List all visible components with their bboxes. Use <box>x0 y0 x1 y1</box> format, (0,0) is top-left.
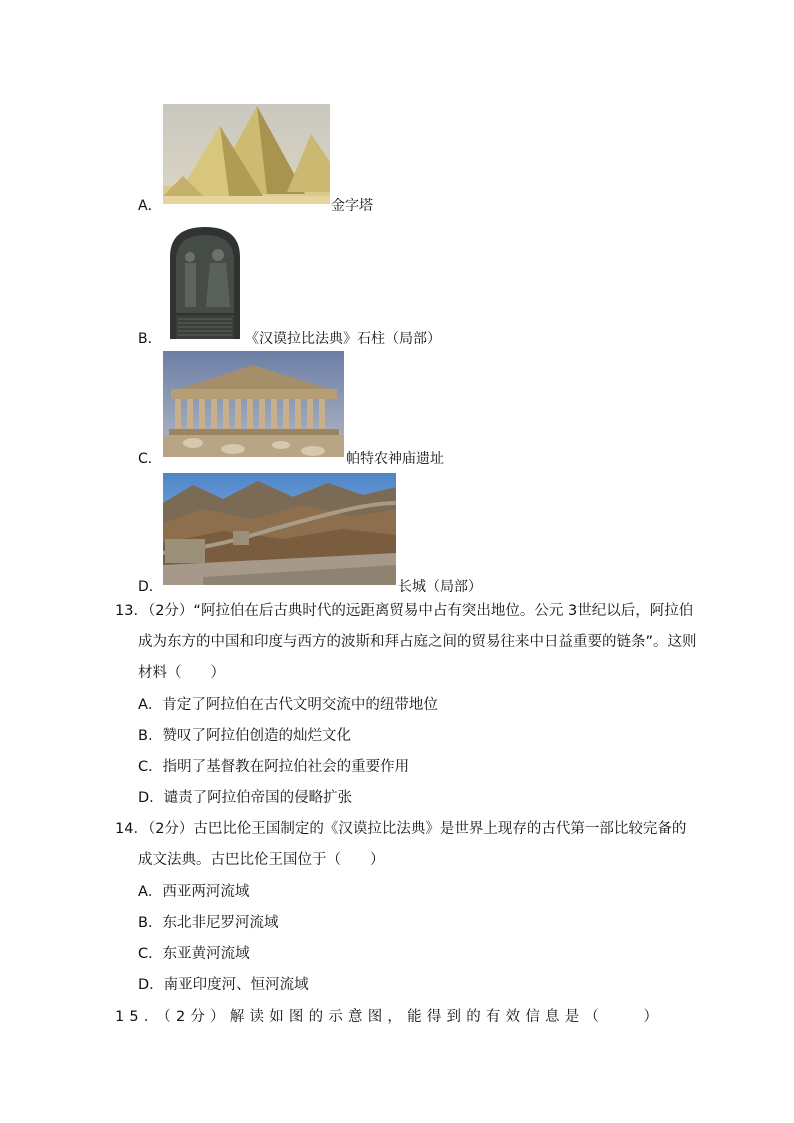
q14-option-b: B．东北非尼罗河流域 <box>138 915 279 931</box>
q14-option-d: D．南亚印度河、恒河流域 <box>138 977 309 993</box>
q14-line-2: 成文法典。古巴比伦王国位于（ ） <box>138 852 385 868</box>
great-wall-photo <box>163 473 396 585</box>
q14-option-c: C．东亚黄河流域 <box>138 946 250 962</box>
q13-option-a: A．肯定了阿拉伯在古代文明交流中的纽带地位 <box>138 697 438 713</box>
q13-option-d: D．谴责了阿拉伯帝国的侵略扩张 <box>138 790 353 806</box>
option-a-letter: A． <box>138 198 162 214</box>
q13-option-b: B．赞叹了阿拉伯创造的灿烂文化 <box>138 728 351 744</box>
q13-line-2: 成为东方的中国和印度与西方的波斯和拜占庭之间的贸易往来中日益重要的链条”。这则 <box>138 634 697 650</box>
hammurabi-stele-photo <box>166 227 244 339</box>
q13-option-c: C．指明了基督教在阿拉伯社会的重要作用 <box>138 759 410 775</box>
option-c-caption: 帕特农神庙遗址 <box>346 451 444 467</box>
q14-line-1: 14．（2分）古巴比伦王国制定的《汉谟拉比法典》是世界上现存的古代第一部比较完备的 <box>115 821 687 837</box>
q15-line-1: 15．（2分）解读如图的示意图，能得到的有效信息是（ ） <box>115 1009 664 1025</box>
option-b-letter: B． <box>138 331 162 347</box>
q13-line-1: 13．（2分）“阿拉伯在后古典时代的远距离贸易中占有突出地位。公元 3世纪以后，阿拉伯 <box>115 603 694 619</box>
option-d-caption: 长城（局部） <box>398 579 482 595</box>
option-b-caption: 《汉谟拉比法典》石柱（局部） <box>245 331 441 347</box>
parthenon-photo <box>163 351 344 457</box>
q13-line-3: 材料（ ） <box>138 665 225 681</box>
option-c-letter: C． <box>138 451 162 467</box>
pyramids-photo <box>163 104 330 204</box>
option-d-letter: D． <box>138 579 163 595</box>
option-a-caption: 金字塔 <box>331 198 373 214</box>
q14-option-a: A．西亚两河流域 <box>138 884 250 900</box>
